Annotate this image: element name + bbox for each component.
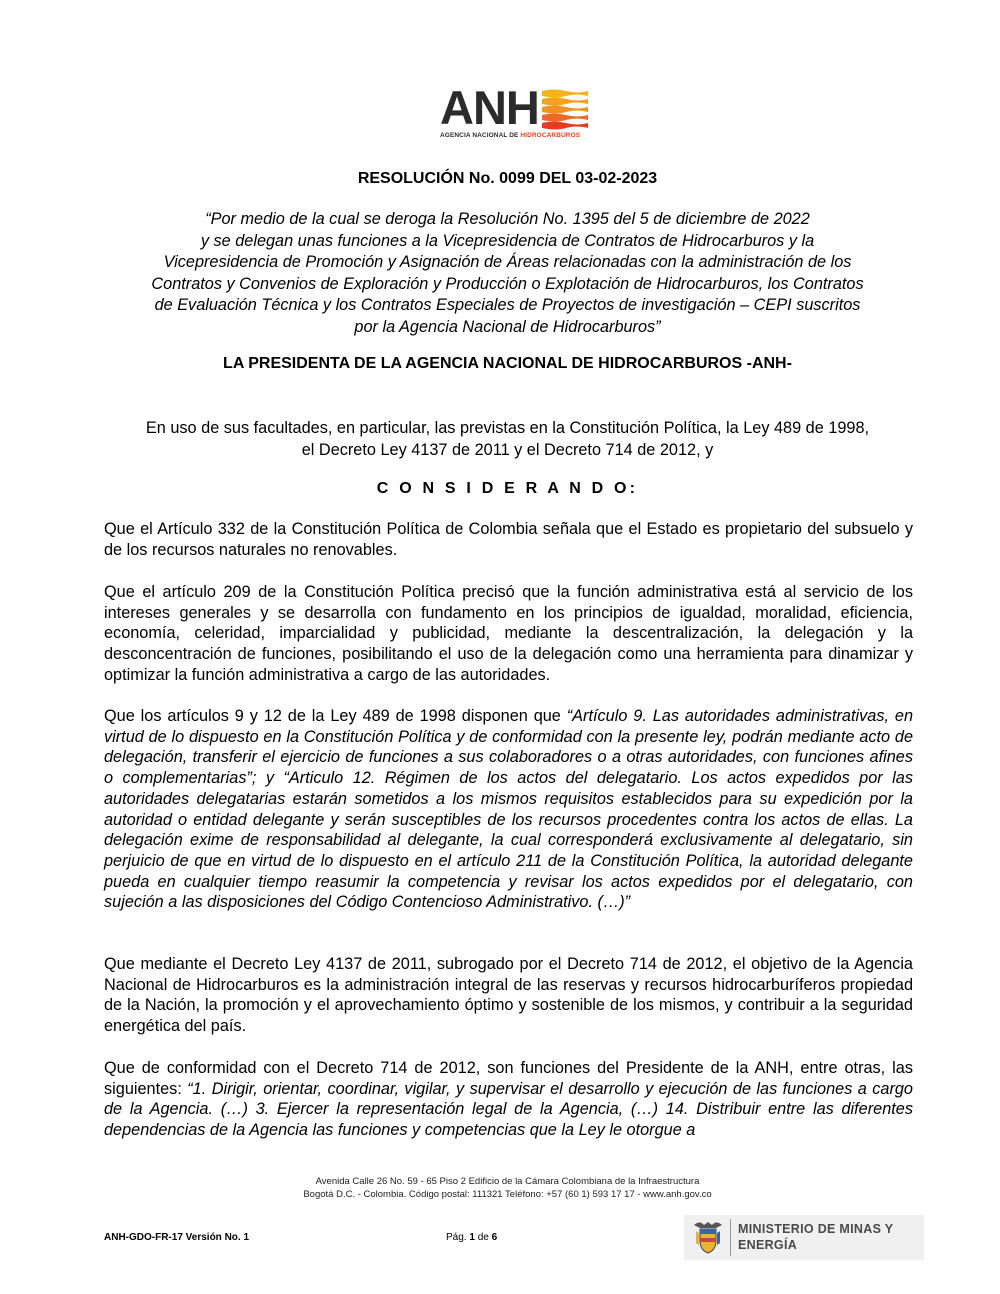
footer-address	[100, 1175, 915, 1201]
colombia-coat-of-arms-icon	[690, 1219, 726, 1256]
anh-logo-subtitle	[440, 132, 580, 139]
anh-logo-stripes-icon	[542, 88, 588, 130]
facultades-line: En uso de sus facultades, en particular, las previstas en la Constitución Política, la Ley 489 de 1998,	[145, 419, 870, 437]
page-number	[446, 1232, 497, 1243]
resolution-title: RESOLUCIÓN No. 0099 DEL 03-02-2023	[357, 170, 658, 187]
paragraph-decreto-4137: Que mediante el Decreto Ley 4137 de 2011, subrogado por el Decreto 714 de 2012, el objetivo de la Agencia Nacional de Hidrocarburos es la administración integral de las reservas y recursos hidrocarburíferos propiedad de la Nación, la promoción y el aprovechamiento óptimo y sostenible de los mismos, y contribuir a la seguridad energética del país.	[104, 955, 913, 1036]
resolution-subject	[100, 209, 915, 338]
anh-logo	[440, 81, 590, 142]
paragraph-ley-489	[104, 706, 913, 913]
paragraph-decreto-714	[104, 1058, 913, 1141]
subject-line: y se delegan unas funciones a la Vicepresidencia de Contratos de Hidrocarburos y la	[200, 231, 815, 250]
paragraph-article-209: Que el artículo 209 de la Constitución Política precisó que la función administrativa está al servicio de los intereses generales y se desarrolla con fundamento en los principios de igualdad, moralidad, eficiencia, economía, celeridad, imparcialidad y publicidad, mediante la descentralización, la delegación y la desconcentración de funciones, posibilitando el uso de la delegación como una herramienta para dinamizar y optimizar la función administrativa a cargo de las autoridades.	[104, 583, 913, 684]
ministry-name-line: ENERGÍA	[738, 1237, 798, 1252]
paragraph-quote: “Artículo 9. Las autoridades administrativas, en virtud de lo dispuesto en la Constitución Política y de conformidad con la presente ley, podrán mediante acto de delegación, transferir el ejercicio de funciones a sus colaboradores o a otras autoridades, con funciones afines o complementarias”; y “Articulo 12. Régimen de los actos del delegatario. Los actos expedidos por las autoridades delegatarias estarán sometidos a los mismos requisitos establecidos para su expedición por la autoridad o entidad delegante y serán susceptibles de los recursos procedentes contra los actos de ellas. La delegación exime de responsabilidad al delegante, la cual corresponderá exclusivamente al delegatario, sin perjuicio de que en virtud de lo dispuesto en el artículo 211 de la Constitución Política, la autoridad delegante pueda en cualquier tiempo reasumir la competencia y revisar los actos expedidos por el delegatario, con sujeción a las disposiciones del Código Contencioso Administrativo. (…)”	[104, 707, 913, 912]
ministry-name	[738, 1222, 918, 1253]
subject-line: “Por medio de la cual se deroga la Resolución No. 1395 del 5 de diciembre de 2022	[205, 210, 810, 228]
subject-line: de Evaluación Técnica y los Contratos Especiales de Proyectos de investigación – CEPI suscritos	[154, 296, 861, 314]
president-heading: LA PRESIDENTA DE LA AGENCIA NACIONAL DE HIDROCARBUROS -ANH-	[223, 355, 792, 372]
paragraph-intro: Que de conformidad con el Decreto 714 de 2012, son funciones del Presidente de la ANH, entre otras, las siguientes:	[104, 1059, 913, 1098]
paragraph-intro: Que los artículos 9 y 12 de la Ley 489 de 1998 disponen que	[104, 707, 567, 725]
ministry-divider	[730, 1219, 731, 1256]
facultades-text	[100, 418, 915, 461]
logo-subtitle-prefix: AGENCIA NACIONAL DE	[440, 132, 521, 139]
paragraph-quote: “1. Dirigir, orientar, coordinar, vigilar, y supervisar el desarrollo y ejecución de las funciones a cargo de la Agencia. (…) 3. Ejercer la representación legal de la Agencia, (…) 14. Distribuir entre las diferentes dependencias de la Agencia las funciones y competencias que la Ley le otorgue a	[104, 1079, 913, 1140]
paragraph-article-332: Que el Artículo 332 de la Constitución Política de Colombia señala que el Estado es propietario del subsuelo y de los recursos naturales no renovables.	[104, 520, 913, 559]
logo-subtitle-bold: HIDROCARBUROS	[520, 132, 581, 139]
form-code: ANH-GDO-FR-17 Versión No. 1	[104, 1232, 250, 1243]
page-prefix: Pág.	[446, 1232, 470, 1243]
address-line: Avenida Calle 26 No. 59 - 65 Piso 2 Edificio de la Cámara Colombiana de la Infraestructura	[315, 1176, 700, 1187]
address-line: Bogotá D.C. - Colombia. Código postal: 111321 Teléfono: +57 (60 1) 593 17 17 - www.anh.gov.co	[303, 1189, 712, 1200]
anh-logo-letters: ANH	[440, 81, 539, 134]
ministry-name-line: MINISTERIO DE MINAS Y	[738, 1222, 894, 1236]
page-middle: de	[474, 1232, 492, 1243]
ministry-badge	[684, 1215, 924, 1260]
page-current: 1	[469, 1232, 475, 1243]
subject-line: por la Agencia Nacional de Hidrocarburos”	[354, 317, 661, 336]
subject-line: Contratos y Convenios de Exploración y Producción o Explotación de Hidrocarburos, los Contratos	[151, 274, 864, 293]
facultades-line: el Decreto Ley 4137 de 2011 y el Decreto 714 de 2012, y	[301, 440, 714, 459]
considerando-heading: C O N S I D E R A N D O:	[376, 480, 639, 497]
page-total: 6	[491, 1232, 498, 1243]
subject-line: Vicepresidencia de Promoción y Asignación de Áreas relacionadas con la administración de los	[163, 253, 852, 271]
